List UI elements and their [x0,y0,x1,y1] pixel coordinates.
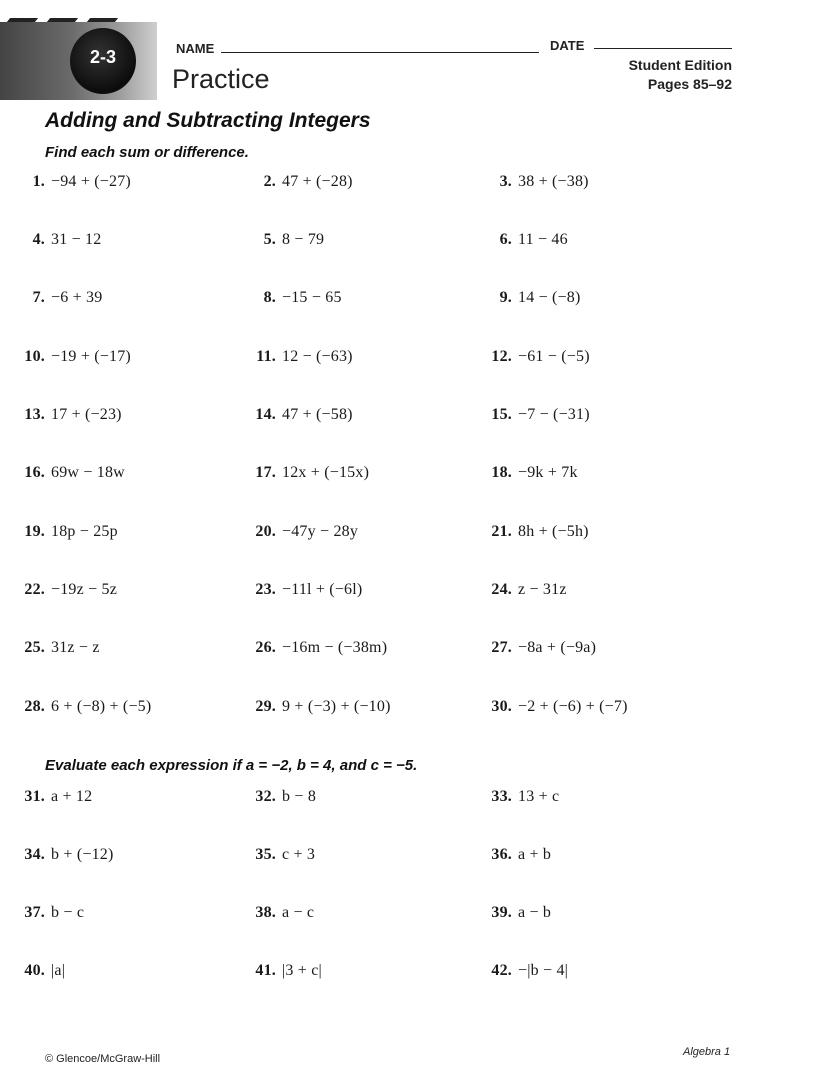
problem-number: 27. [491,639,512,656]
problem-expression: 13 + c [518,788,560,805]
problem-item [479,348,709,366]
problem-item [479,788,709,806]
problem-item [12,846,242,864]
course-label: Algebra 1 [683,1046,731,1058]
problem-number: 42. [491,962,512,979]
problem-number: 8. [263,289,276,306]
problem-item [12,639,242,657]
section-heading: Practice [172,64,270,94]
problem-number: 2. [263,173,276,190]
problem-item [243,289,473,307]
problem-number: 28. [24,698,45,715]
problem-item [12,464,242,482]
problem-expression: 14 − (−8) [518,289,581,306]
problem-number: 30. [491,698,512,715]
instruction-part2: Evaluate each expression if a = −2, b = 4, and c = −5. [45,757,418,774]
problem-number: 17. [255,464,276,481]
problem-number: 19. [24,523,45,540]
problem-item [479,846,709,864]
problem-expression: −19 + (−17) [51,348,131,365]
copyright: © Glencoe/McGraw-Hill [45,1053,161,1065]
problem-expression: 31z − z [51,639,100,656]
problem-expression: |a| [51,962,66,979]
problem-number: 6. [499,231,512,248]
problem-expression: b − 8 [282,788,317,805]
problem-expression: a + 12 [51,788,93,805]
instruction-part1: Find each sum or difference. [45,144,249,161]
problem-number: 33. [491,788,512,805]
problem-item [12,406,242,424]
problem-expression: −61 − (−5) [518,348,590,365]
problem-item [12,788,242,806]
problem-number: 12. [491,348,512,365]
problem-item [243,348,473,366]
problem-item [479,406,709,424]
problem-expression: −16m − (−38m) [282,639,388,656]
problem-expression: 6 + (−8) + (−5) [51,698,152,715]
problem-number: 41. [255,962,276,979]
problem-number: 4. [32,231,45,248]
problem-expression: 12x + (−15x) [282,464,370,481]
problem-item [243,639,473,657]
problem-number: 22. [24,581,45,598]
problem-number: 1. [32,173,45,190]
problem-item [479,639,709,657]
problem-number: 23. [255,581,276,598]
problem-number: 36. [491,846,512,863]
problem-item [243,173,473,191]
problem-expression: −9k + 7k [518,464,578,481]
name-label: NAME [176,41,215,56]
problem-number: 9. [499,289,512,306]
problem-item [12,231,242,249]
lesson-badge [70,28,136,94]
problem-number: 26. [255,639,276,656]
problem-expression: 47 + (−58) [282,406,353,423]
problem-item [479,523,709,541]
problem-item [479,231,709,249]
problem-item [12,581,242,599]
problem-number: 25. [24,639,45,656]
problem-expression: c + 3 [282,846,316,863]
date-label: DATE [550,38,585,53]
problem-number: 5. [263,231,276,248]
problem-item [243,962,473,980]
problem-item [12,348,242,366]
problem-item [243,846,473,864]
problem-expression: 38 + (−38) [518,173,589,190]
problem-expression: −|b − 4| [518,962,569,979]
problem-item [243,523,473,541]
problem-item [243,406,473,424]
problem-number: 40. [24,962,45,979]
problem-item [479,904,709,922]
problem-expression: −15 − 65 [282,289,342,306]
pages-label: Pages 85–92 [647,76,732,92]
problem-expression: −94 + (−27) [51,173,131,190]
problem-number: 18. [491,464,512,481]
problem-expression: |3 + c| [282,962,322,979]
problem-item [243,581,473,599]
problem-expression: 69w − 18w [51,464,125,481]
problem-number: 37. [24,904,45,921]
problem-number: 15. [491,406,512,423]
problem-number: 11. [256,348,276,365]
problem-number: 10. [24,348,45,365]
problem-item [12,523,242,541]
problem-item [12,962,242,980]
problem-item [12,904,242,922]
problem-number: 34. [24,846,45,863]
edition-label: Student Edition [628,57,732,73]
problem-number: 29. [255,698,276,715]
problem-expression: 9 + (−3) + (−10) [282,698,391,715]
problem-expression: 31 − 12 [51,231,102,248]
name-line[interactable] [221,52,539,53]
problem-number: 39. [491,904,512,921]
lesson-number: 2-3 [89,47,116,67]
problem-number: 16. [24,464,45,481]
problem-expression: a + b [518,846,552,863]
problem-number: 32. [255,788,276,805]
problem-number: 3. [499,173,512,190]
problem-expression: −7 − (−31) [518,406,590,423]
problem-item [479,464,709,482]
problem-expression: −2 + (−6) + (−7) [518,698,628,715]
problem-expression: −11l + (−6l) [282,581,363,598]
worksheet-title: Adding and Subtracting Integers [45,109,371,132]
problem-expression: −47y − 28y [282,523,359,540]
problem-item [243,788,473,806]
problem-expression: 12 − (−63) [282,348,353,365]
problem-item [243,904,473,922]
problem-expression: 17 + (−23) [51,406,122,423]
problem-item [479,962,709,980]
problem-number: 7. [32,289,45,306]
problem-expression: b + (−12) [51,846,114,863]
problem-number: 20. [255,523,276,540]
problem-expression: 47 + (−28) [282,173,353,190]
problem-item [479,289,709,307]
problem-item [12,289,242,307]
problem-expression: 8h + (−5h) [518,523,589,540]
problem-expression: 11 − 46 [518,231,568,248]
problem-item [479,173,709,191]
problem-expression: −8a + (−9a) [518,639,597,656]
problem-item [243,231,473,249]
problem-number: 35. [255,846,276,863]
problem-expression: 8 − 79 [282,231,325,248]
problem-number: 21. [491,523,512,540]
problem-number: 31. [24,788,45,805]
problem-item [479,698,709,716]
problem-expression: −19z − 5z [51,581,118,598]
problem-expression: z − 31z [518,581,567,598]
problem-item [12,173,242,191]
problem-item [479,581,709,599]
problem-number: 24. [491,581,512,598]
problem-item [243,698,473,716]
problem-number: 13. [24,406,45,423]
problem-number: 38. [255,904,276,921]
problem-expression: a − c [282,904,315,921]
problem-expression: b − c [51,904,85,921]
problem-item [243,464,473,482]
problem-item [12,698,242,716]
problem-expression: a − b [518,904,552,921]
date-line[interactable] [594,48,732,49]
problem-expression: −6 + 39 [51,289,103,306]
problem-number: 14. [255,406,276,423]
problem-expression: 18p − 25p [51,523,118,540]
